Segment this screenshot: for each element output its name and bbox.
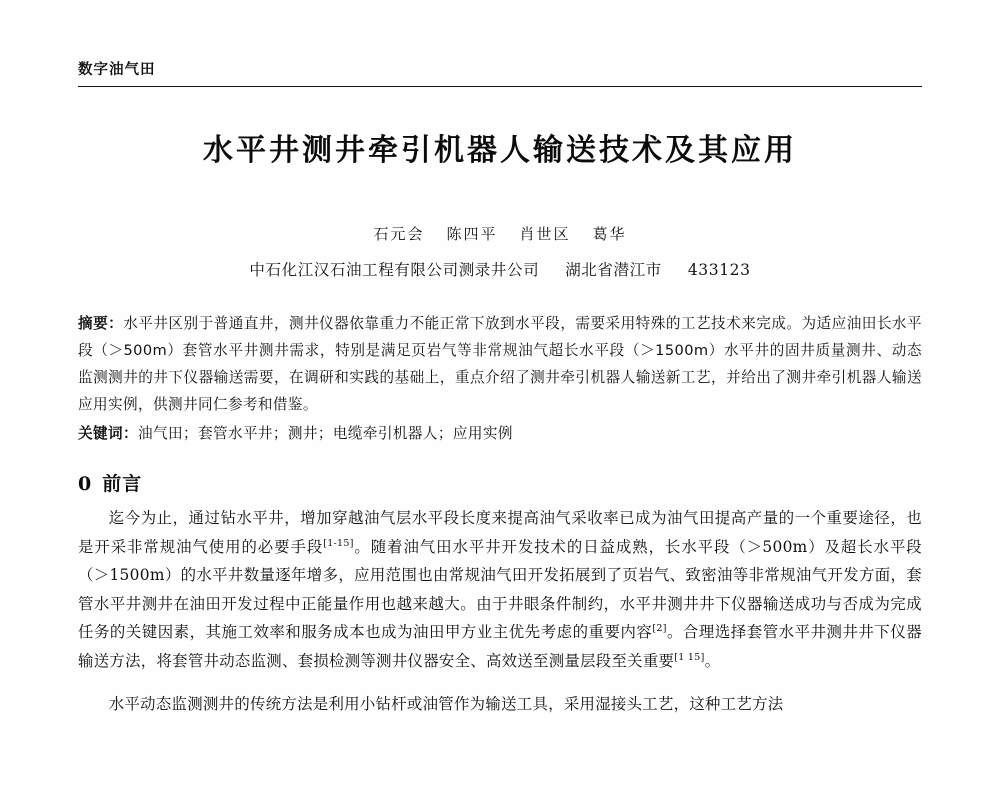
abstract-text: 水平井区别于普通直井，测井仪器依靠重力不能正常下放到水平段，需要采用特殊的工艺技术来完成。为适应油田长水平段（＞500m）套管水平井测井需求，特别是满足页岩气等非常规油气超长水平段（＞1500m）水平井的固井质量测井、动态监测测井的井下仪器输送需要，在调研和实践的基础上，重点介绍了测井牵引机器人输送新工艺，并给出了测井牵引机器人输送应用实例，供测井同仁参考和借鉴。 (78, 315, 922, 413)
paragraph-1-part-3: 。合理选择套管水平井测井井下仪器输送方法，将套管井动态监测、套损检测等测井仪器安全、高效送至测量层段至关重要 (78, 623, 922, 670)
keywords-text: 油气田；套管水平井；测井；电缆牵引机器人；应用实例 (137, 425, 513, 442)
header-divider (78, 86, 922, 87)
affiliation-org: 中石化江汉石油工程有限公司测录井公司 (249, 261, 540, 279)
author-1: 石元会 (373, 225, 425, 243)
affiliation-city: 湖北省潜江市 (565, 261, 662, 279)
abstract (78, 310, 922, 418)
paragraph-2-text: 水平动态监测测井的传统方法是利用小钻杆或油管作为输送工具，采用湿接头工艺，这种工艺方法 (108, 695, 784, 714)
page-title: 水平井测井牵引机器人输送技术及其应用 (203, 133, 797, 168)
citation-ref-1: [1-15] (323, 537, 354, 549)
paragraph-1-part-2: 。随着油气田水平井开发技术的日益成熟，长水平段（＞500m）及超长水平段（＞1500m）的水平井数量逐年增多，应用范围也由常规油气田开发拓展到了页岩气、致密油等非常规油气开发方面，套管水平井测井在油田开发过程中正能量作用也越来越大。由于井眼条件制约，水平井测井井下仪器输送成功与否成为完成任务的关键因素，其施工效率和服务成本也成为油田甲方业主优先考虑的重要内容 (78, 537, 922, 641)
affiliation (78, 258, 922, 280)
keywords-label: 关键词： (78, 425, 138, 442)
author-2: 陈四平 (446, 225, 498, 243)
keywords (78, 420, 922, 447)
section-heading-0 (78, 469, 922, 496)
author-4: 葛华 (592, 225, 627, 243)
section-title: 前言 (102, 473, 143, 495)
citation-ref-3: [1 15] (674, 651, 705, 663)
paper-page (0, 58, 1000, 809)
section-number: 0 (78, 473, 93, 495)
author-3: 肖世区 (519, 225, 571, 243)
paragraph-1 (78, 504, 922, 675)
abstract-label: 摘要： (78, 315, 124, 332)
author-list (78, 223, 922, 244)
running-head: 数字油气田 (78, 61, 156, 78)
paragraph-1-part-4: 。 (704, 651, 721, 670)
paragraph-1-part-1: 迄今为止，通过钻水平井，增加穿越油气层水平段长度来提高油气采收率已成为油气田提高产量的一个重要途径，也是开采非常规油气使用的必要手段 (78, 509, 922, 556)
citation-ref-2: [2] (652, 622, 667, 634)
affiliation-postcode: 433123 (687, 261, 751, 279)
paragraph-2 (78, 690, 922, 719)
